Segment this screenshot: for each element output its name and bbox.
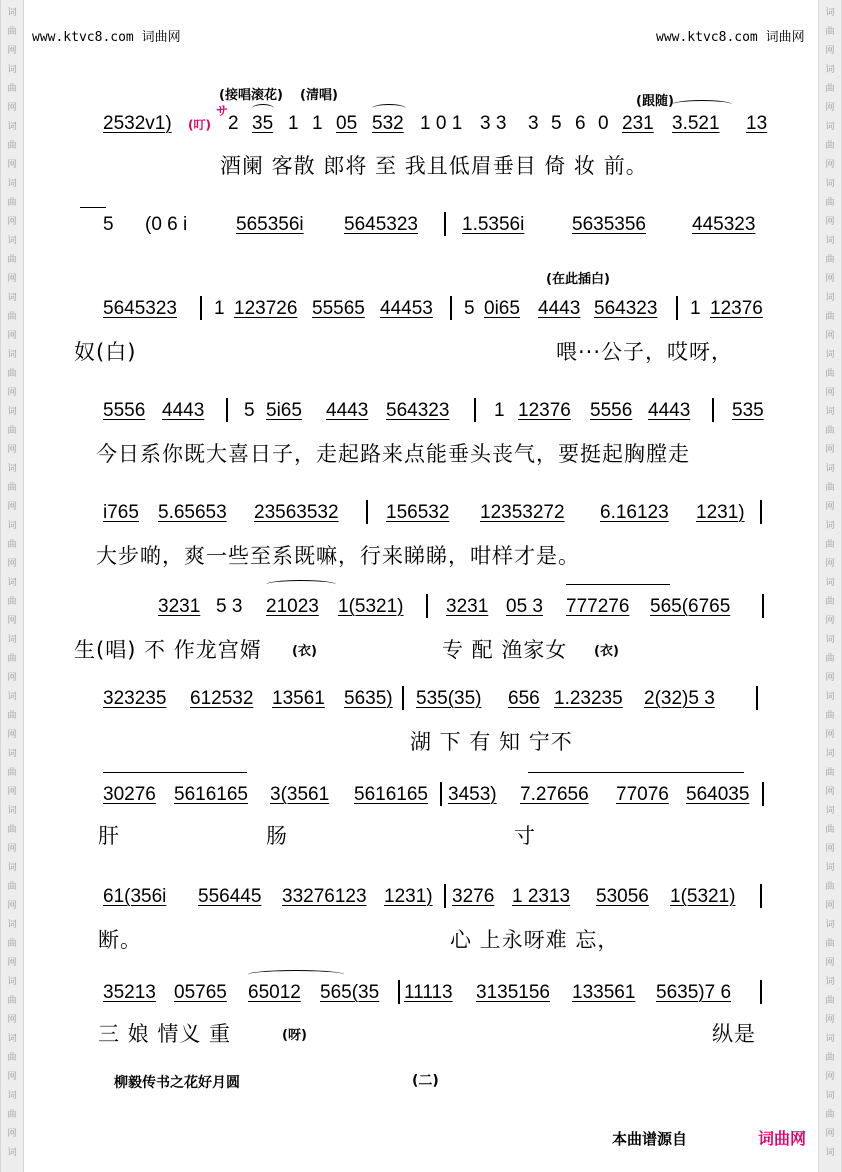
note: 0i65 [484, 298, 520, 319]
note: 535 [732, 400, 764, 421]
watermark-char: 网 [7, 1129, 17, 1139]
watermark-char: 曲 [825, 768, 835, 778]
note: 3453) [448, 784, 497, 805]
note: 65012 [248, 982, 301, 1003]
note: 4443 [648, 400, 691, 421]
watermark-char: 曲 [7, 312, 17, 322]
note: 5635356 [572, 214, 646, 235]
note: 4443 [326, 400, 369, 421]
note: 6 [575, 113, 586, 134]
note: 1 0 1 [420, 113, 463, 134]
lyric-line: 奴(白) [74, 340, 137, 364]
watermark-char: 词 [7, 236, 17, 246]
watermark-char: 词 [7, 122, 17, 132]
watermark-char: 网 [7, 274, 17, 284]
aside-yi: (衣) [594, 644, 619, 659]
note: 5645323 [103, 298, 177, 319]
watermark-char: 词 [825, 863, 835, 873]
watermark-char: 词 [7, 635, 17, 645]
watermark-char: 曲 [825, 84, 835, 94]
note: 1.23235 [554, 688, 623, 709]
watermark-char: 曲 [7, 654, 17, 664]
barline [762, 782, 764, 806]
watermark-char: 曲 [825, 1110, 835, 1120]
watermark-char: 曲 [7, 483, 17, 493]
note: 12376 [710, 298, 763, 319]
watermark-char: 网 [825, 217, 835, 227]
lyric-line: 断。 [98, 928, 142, 952]
slur [672, 100, 732, 109]
watermark-char: 曲 [7, 1110, 17, 1120]
barline [676, 296, 678, 320]
watermark-char: 曲 [825, 369, 835, 379]
watermark-char: 词 [7, 179, 17, 189]
note: 5 [244, 400, 255, 421]
note: 3276 [452, 886, 495, 907]
watermark-char: 网 [7, 559, 17, 569]
watermark-char: 网 [825, 958, 835, 968]
watermark-char: 曲 [825, 312, 835, 322]
watermark-char: 网 [825, 616, 835, 626]
watermark-char: 网 [7, 1015, 17, 1025]
note: 5556 [103, 400, 146, 421]
slur [266, 580, 336, 589]
note: 1(5321) [670, 886, 736, 907]
watermark-char: 词 [825, 977, 835, 987]
watermark-char: 曲 [7, 369, 17, 379]
watermark-char: 词 [825, 179, 835, 189]
watermark-char: 网 [825, 730, 835, 740]
watermark-char: 网 [825, 445, 835, 455]
watermark-char: 曲 [825, 255, 835, 265]
watermark-char: 网 [825, 673, 835, 683]
note: 323235 [103, 688, 167, 709]
watermark-char: 曲 [7, 768, 17, 778]
note: 5 3 [216, 596, 243, 617]
note: 5616165 [174, 784, 248, 805]
watermark-char: 词 [7, 1148, 17, 1158]
watermark-char: 词 [7, 407, 17, 417]
lyric-line: 心 上永呀难 忘， [450, 928, 620, 952]
barline [366, 500, 368, 524]
note: 1231) [384, 886, 433, 907]
note: 1(5321) [338, 596, 404, 617]
watermark-char: 曲 [825, 711, 835, 721]
barline [450, 296, 452, 320]
lyric-line: 大步啲，爽一些至系既嘛，行来睇睇，咁样才是。 [96, 544, 580, 568]
watermark-char: 词 [7, 806, 17, 816]
slur [248, 970, 344, 979]
note: 53056 [596, 886, 649, 907]
watermark-char: 词 [825, 236, 835, 246]
source-label: 本曲谱源自 [612, 1130, 688, 1148]
note: 1.5356i [462, 214, 525, 235]
watermark-char: 词 [7, 863, 17, 873]
watermark-char: 曲 [7, 939, 17, 949]
watermark-char: 词 [7, 350, 17, 360]
tie-line [80, 207, 106, 216]
barline [712, 398, 714, 422]
slur [252, 104, 274, 113]
note: 3 [528, 113, 539, 134]
watermark-char: 词 [825, 692, 835, 702]
note: 612532 [190, 688, 254, 709]
watermark-char: 曲 [825, 483, 835, 493]
note: 13561 [272, 688, 325, 709]
watermark-char: 网 [825, 103, 835, 113]
note: 44453 [380, 298, 433, 319]
lyric-line: 寸 [514, 824, 536, 848]
note: 564035 [686, 784, 750, 805]
note: 1 [690, 298, 701, 319]
note: 35213 [103, 982, 156, 1003]
lyric-line: 肠 [266, 824, 288, 848]
aside-ya: (呀) [282, 1028, 307, 1043]
watermark-char: 网 [7, 673, 17, 683]
watermark-char: 网 [7, 616, 17, 626]
barline [760, 980, 762, 1004]
watermark-char: 词 [7, 65, 17, 75]
watermark-char: 曲 [7, 141, 17, 151]
barline [402, 686, 404, 710]
watermark-char: 曲 [7, 198, 17, 208]
watermark-char: 词 [7, 521, 17, 531]
watermark-char: 曲 [825, 27, 835, 37]
watermark-char: 网 [7, 388, 17, 398]
watermark-char: 曲 [825, 825, 835, 835]
right-watermark-strip [818, 0, 842, 1172]
note: 4443 [162, 400, 205, 421]
watermark-char: 网 [825, 388, 835, 398]
watermark-char: 网 [7, 958, 17, 968]
aside-yi: (衣) [292, 644, 317, 659]
note: 1 2313 [512, 886, 571, 907]
note: 777276 [566, 596, 630, 617]
lyric-line: 生(唱) 不 作龙宫婿 [74, 638, 262, 662]
note: 3(3561 [270, 784, 330, 805]
watermark-char: 词 [7, 464, 17, 474]
note: 4443 [538, 298, 581, 319]
watermark-char: 曲 [7, 27, 17, 37]
watermark-char: 曲 [7, 426, 17, 436]
watermark-char: 曲 [7, 996, 17, 1006]
mark-ding: (叮) [188, 118, 211, 132]
note: 5635) [344, 688, 393, 709]
note: 1 [214, 298, 225, 319]
watermark-char: 词 [7, 293, 17, 303]
watermark-char: 词 [7, 1034, 17, 1044]
watermark-char: 网 [7, 787, 17, 797]
slur [566, 584, 670, 593]
watermark-char: 曲 [7, 84, 17, 94]
lyric-line: 湖 下 有 知 宁不 [410, 730, 573, 754]
note: 1231) [696, 502, 745, 523]
note: 656 [508, 688, 540, 709]
header-right-url[interactable]: www.ktvc8.com 词曲网 [656, 30, 805, 45]
watermark-char: 网 [7, 844, 17, 854]
watermark-char: 曲 [7, 825, 17, 835]
watermark-char: 词 [825, 521, 835, 531]
watermark-char: 词 [7, 920, 17, 930]
note: 5645323 [344, 214, 418, 235]
note: 3135156 [476, 982, 550, 1003]
watermark-char: 网 [825, 559, 835, 569]
note: 5 [464, 298, 475, 319]
barline [200, 296, 202, 320]
watermark-char: 网 [7, 46, 17, 56]
watermark-char: 词 [825, 293, 835, 303]
lyric-line: 喂···公子，哎呀， [556, 340, 734, 364]
watermark-char: 曲 [825, 426, 835, 436]
watermark-char: 词 [7, 749, 17, 759]
mark-jiechang: (接唱滚花) [219, 88, 283, 103]
site-brand-link[interactable]: 词曲网 [758, 1129, 807, 1148]
watermark-char: 网 [825, 1015, 835, 1025]
note: 133561 [572, 982, 636, 1003]
watermark-char: 曲 [7, 255, 17, 265]
note: (0 6 i [145, 214, 188, 235]
watermark-char: 词 [7, 977, 17, 987]
note: 1 [494, 400, 505, 421]
note: 23563532 [254, 502, 339, 523]
note: 05 [336, 113, 358, 134]
watermark-char: 网 [825, 1072, 835, 1082]
watermark-char: 词 [825, 1091, 835, 1101]
watermark-char: 词 [825, 407, 835, 417]
watermark-char: 曲 [825, 597, 835, 607]
note: 535(35) [416, 688, 482, 709]
note: 5 [551, 113, 562, 134]
watermark-char: 网 [825, 274, 835, 284]
watermark-char: 曲 [825, 882, 835, 892]
note: 35 [252, 113, 274, 134]
watermark-char: 网 [825, 787, 835, 797]
barline [760, 500, 762, 524]
note: 05765 [174, 982, 227, 1003]
note: 30276 [103, 784, 156, 805]
watermark-char: 网 [825, 46, 835, 56]
watermark-char: 网 [7, 901, 17, 911]
note: 6.16123 [600, 502, 669, 523]
lyric-line: 酒阑 客散 郎将 至 我且低眉垂目 倚 妆 前。 [220, 154, 648, 178]
note: 445323 [692, 214, 756, 235]
watermark-char: 曲 [825, 654, 835, 664]
watermark-char: 网 [7, 502, 17, 512]
note: 12376 [518, 400, 571, 421]
watermark-char: 网 [7, 331, 17, 341]
note: 0 [598, 113, 609, 134]
watermark-char: 网 [825, 844, 835, 854]
watermark-char: 词 [7, 1091, 17, 1101]
watermark-char: 曲 [825, 939, 835, 949]
watermark-char: 网 [825, 502, 835, 512]
watermark-char: 词 [825, 635, 835, 645]
watermark-char: 网 [7, 1072, 17, 1082]
watermark-char: 词 [825, 920, 835, 930]
mark-qingchang: (清唱) [300, 88, 338, 103]
note: 5i65 [266, 400, 302, 421]
watermark-char: 网 [7, 160, 17, 170]
note: 2(32)5 3 [644, 688, 715, 709]
watermark-char: 网 [7, 730, 17, 740]
barline [226, 398, 228, 422]
note: 565(6765 [650, 596, 731, 617]
watermark-char: 网 [825, 331, 835, 341]
mark-gensui: (跟随) [636, 94, 674, 109]
note: 5556 [590, 400, 633, 421]
note: 5.65653 [158, 502, 227, 523]
note: 61(356i [103, 886, 167, 907]
watermark-char: 词 [7, 8, 17, 18]
watermark-char: 曲 [7, 882, 17, 892]
slur [528, 772, 744, 781]
watermark-char: 词 [825, 1148, 835, 1158]
watermark-char: 曲 [825, 540, 835, 550]
watermark-char: 词 [7, 692, 17, 702]
lyric-line: 肝 [98, 824, 120, 848]
note: 532 [372, 113, 404, 134]
header-left-url[interactable]: www.ktvc8.com 词曲网 [32, 30, 181, 45]
note: 3.521 [672, 113, 720, 134]
watermark-char: 词 [825, 749, 835, 759]
barline [760, 884, 762, 908]
note: 5616165 [354, 784, 428, 805]
watermark-char: 词 [7, 578, 17, 588]
barline [444, 884, 446, 908]
note: 33276123 [282, 886, 367, 907]
note: 12353272 [480, 502, 565, 523]
watermark-char: 曲 [7, 1053, 17, 1063]
note: 55565 [312, 298, 365, 319]
watermark-char: 曲 [7, 597, 17, 607]
note: 3231 [446, 596, 489, 617]
watermark-char: 曲 [825, 198, 835, 208]
note: 564323 [594, 298, 658, 319]
watermark-char: 词 [825, 350, 835, 360]
watermark-char: 网 [7, 217, 17, 227]
slur [103, 772, 247, 781]
lyric-line: 专 配 渔家女 [442, 638, 568, 662]
watermark-char: 曲 [825, 996, 835, 1006]
note: 1 [288, 113, 299, 134]
watermark-char: 词 [825, 464, 835, 474]
part-number: (二) [412, 1073, 439, 1089]
note: 21023 [266, 596, 319, 617]
barline [426, 594, 428, 618]
note: 5635)7 6 [656, 982, 732, 1003]
watermark-char: 网 [7, 103, 17, 113]
note: 2532v1) [103, 113, 172, 134]
watermark-char: 曲 [7, 711, 17, 721]
barline [474, 398, 476, 422]
watermark-char: 曲 [7, 540, 17, 550]
note: i765 [103, 502, 139, 523]
lyric-line: 三 娘 情义 重 [98, 1022, 232, 1046]
watermark-char: 网 [825, 1129, 835, 1139]
note: 2 [228, 113, 239, 134]
watermark-char: 网 [825, 160, 835, 170]
note: 5 [103, 214, 114, 235]
mark-zaicichabai: (在此插白) [546, 272, 610, 287]
watermark-char: 词 [825, 806, 835, 816]
note: 231 [622, 113, 654, 134]
note: 3 3 [480, 113, 507, 134]
note: 564323 [386, 400, 450, 421]
barline [762, 594, 764, 618]
barline [444, 212, 446, 236]
song-title: 柳毅传书之花好月圆 [114, 1075, 240, 1091]
watermark-char: 词 [825, 8, 835, 18]
lyric-line: 今日系你既大喜日子，走起路来点能垂头丧气，要挺起胸膛走 [96, 442, 690, 466]
barline [756, 686, 758, 710]
watermark-char: 词 [825, 578, 835, 588]
note: 7.27656 [520, 784, 589, 805]
note: 156532 [386, 502, 450, 523]
barline [398, 980, 400, 1004]
note: 556445 [198, 886, 262, 907]
note: 1 [312, 113, 323, 134]
note: 05 3 [506, 596, 543, 617]
slur [372, 104, 406, 113]
note: 13 [746, 113, 768, 134]
note: 123726 [234, 298, 298, 319]
note: 77076 [616, 784, 669, 805]
barline [440, 782, 442, 806]
note: 11113 [404, 982, 453, 1003]
watermark-char: 词 [825, 122, 835, 132]
watermark-char: 词 [825, 65, 835, 75]
watermark-char: 曲 [825, 141, 835, 151]
watermark-char: 曲 [825, 1053, 835, 1063]
note: 565(35 [320, 982, 380, 1003]
note: 565356i [236, 214, 304, 235]
mark-sa: サ [216, 104, 229, 118]
watermark-char: 词 [825, 1034, 835, 1044]
left-watermark-strip [0, 0, 24, 1172]
lyric-line: 纵是 [712, 1022, 756, 1046]
note: 3231 [158, 596, 201, 617]
watermark-char: 网 [7, 445, 17, 455]
watermark-char: 网 [825, 901, 835, 911]
